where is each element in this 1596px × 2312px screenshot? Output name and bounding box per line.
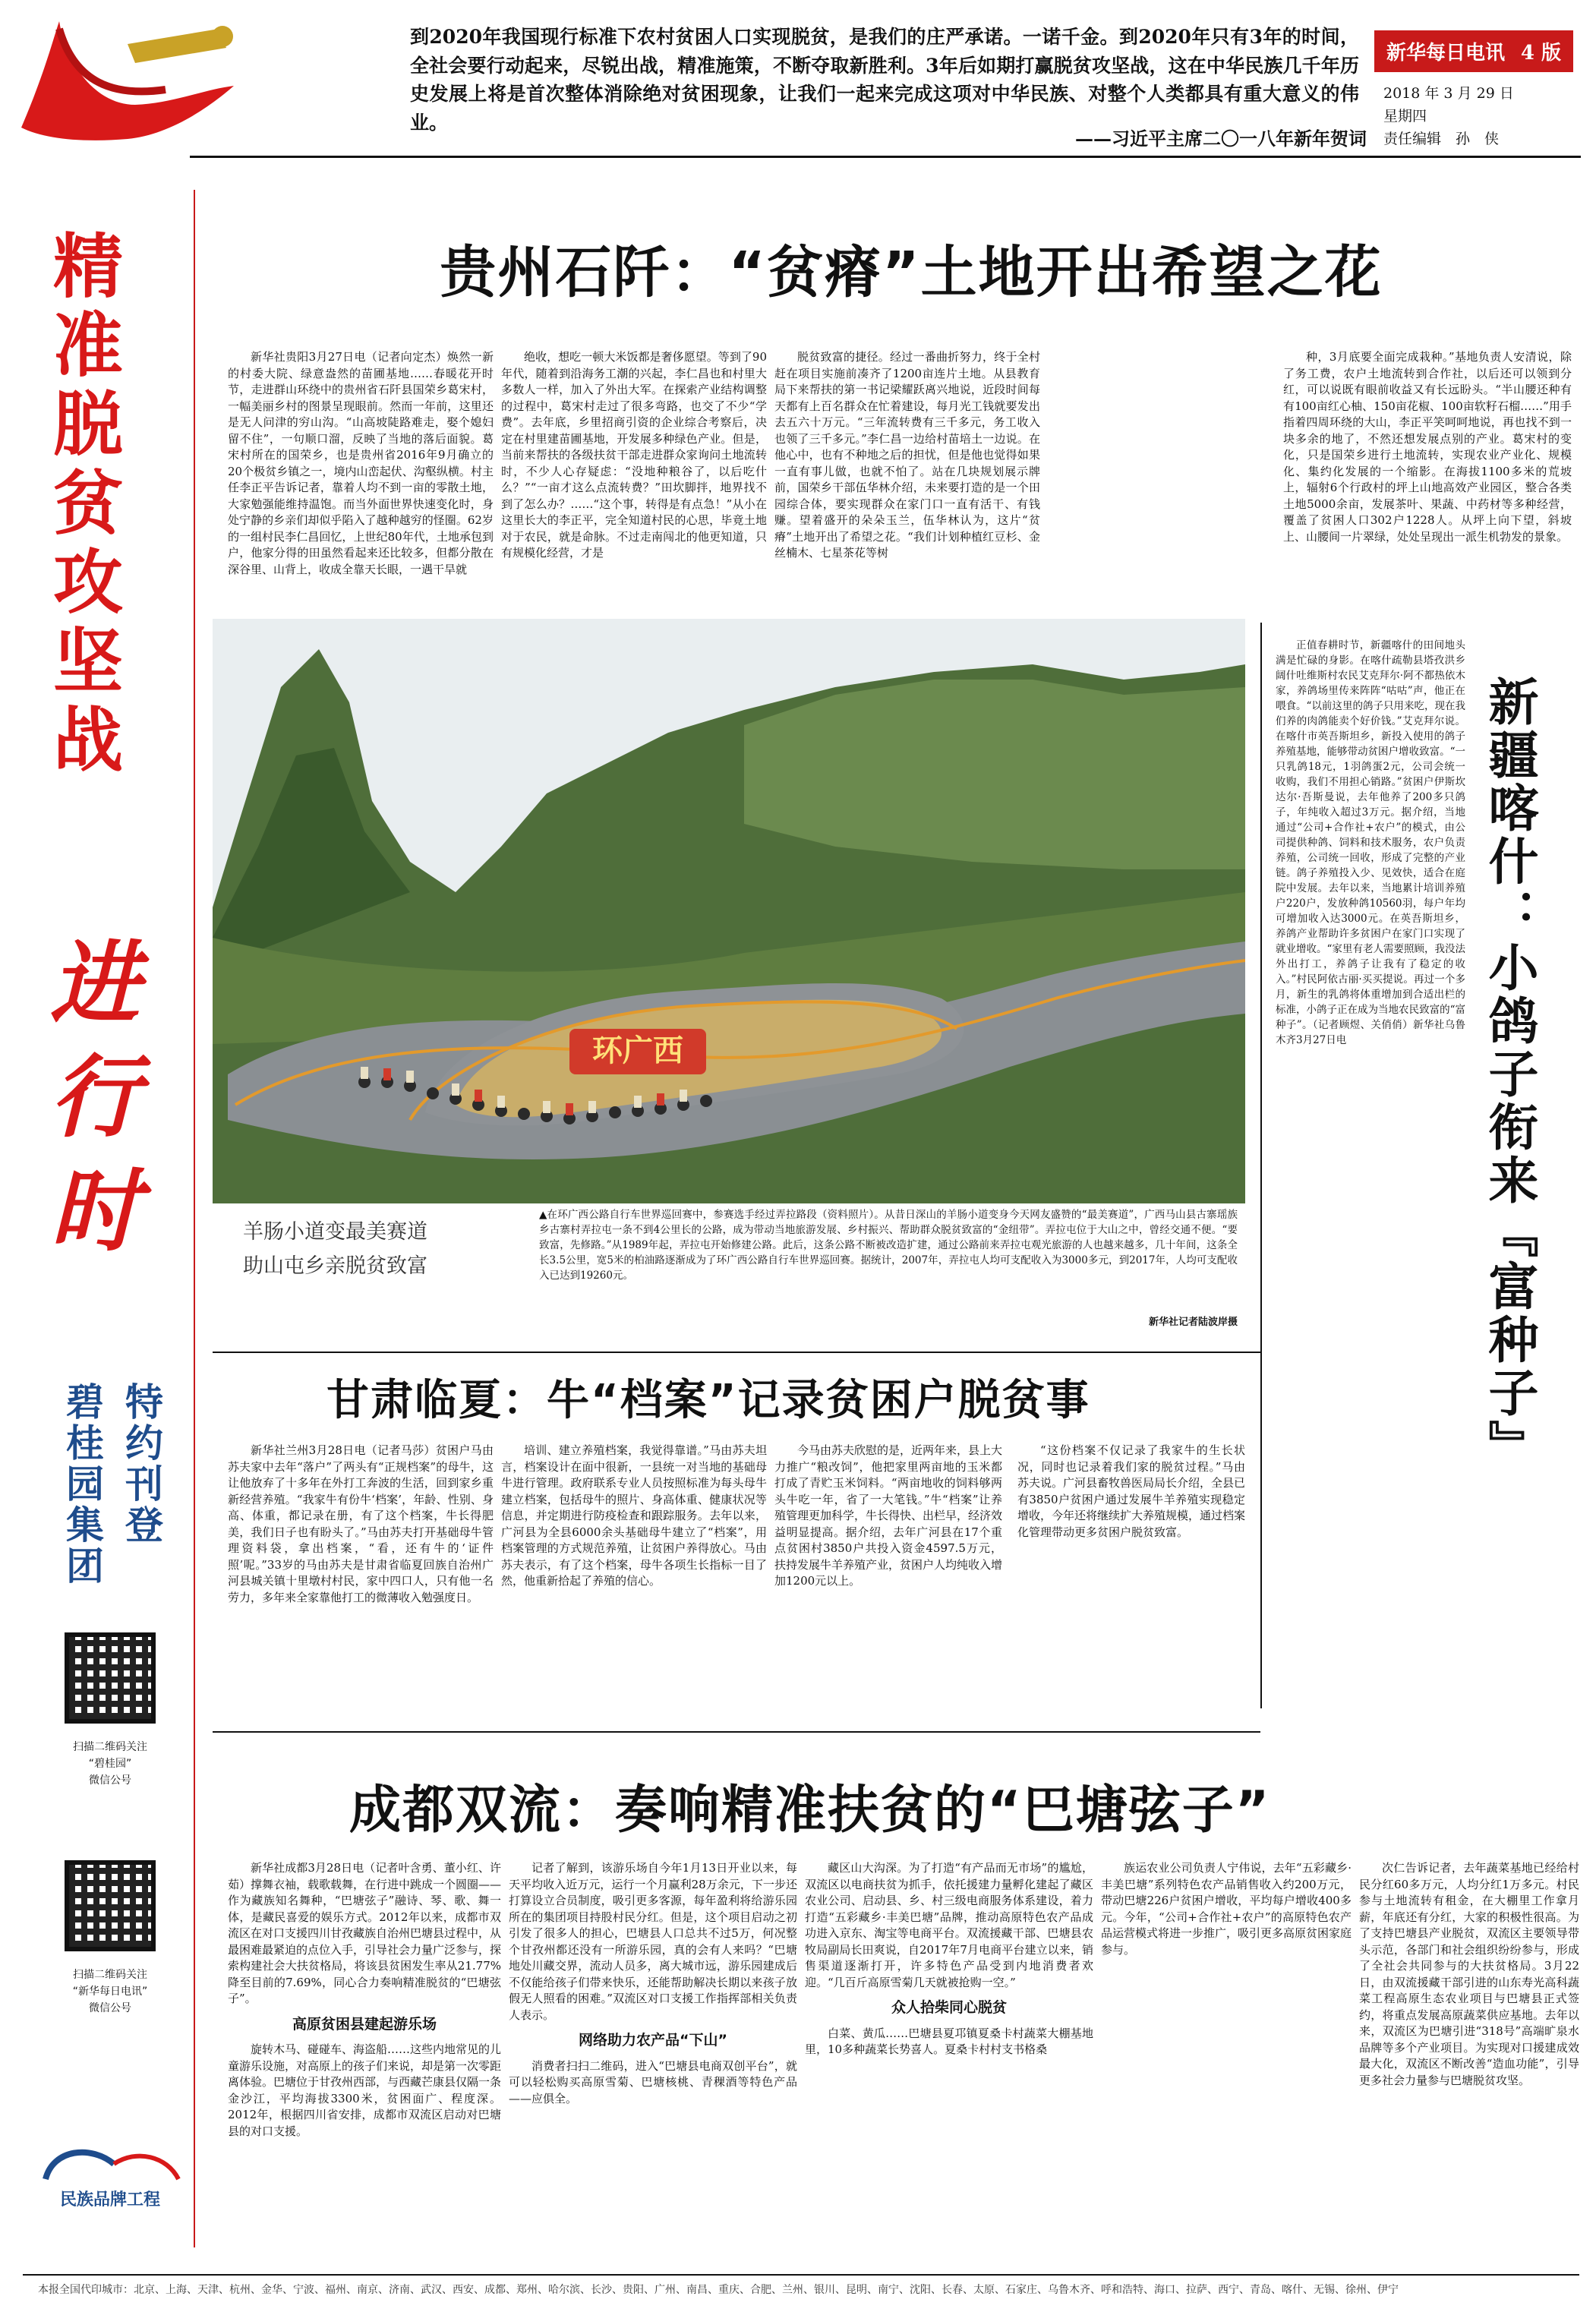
photo-credit: 新华社记者陆波岸摄 bbox=[1148, 1317, 1238, 1328]
qr-label-bgy: 扫描二维码关注 “碧桂园” 微信公号 bbox=[73, 1741, 147, 1787]
brand-logo-icon bbox=[30, 2141, 190, 2187]
campaign-title: 精准脱贫攻坚战 bbox=[53, 226, 124, 781]
story1-rule bbox=[213, 1352, 1260, 1353]
story1-column-3: 脱贫致富的捷径。经过一番曲折努力，终于全村赶在项目实施前凑齐了1200亩连片土地。从县教育局下来帮扶的第一书记梁耀跃离兴地说，近段时间每天都有上百名群众在忙着建设，每月光工钱就要发出去五六十万元。“三年流转费有三千多元，务工收入也领了三千多元。”李仁昌一边给村苗培土一边说。在他心中，也有不种地之后的担忧，但是他也觉得如果一直有事儿做，也就不怕了。站在几块规划展示牌前，国荣乡干部伍华林介绍，未来要打造的是一个田园综合体，要实现群众在家门口一直有活干、有钱赚。望着盛开的朵朵玉兰，伍华林认为，这片“贫瘠”土地开出了希望之花。“我们计划种植红豆杉、金丝楠木、七星茶花等树 bbox=[774, 350, 1040, 560]
story3-subhead-2: 网络助力农产品“下山” bbox=[579, 2032, 727, 2049]
story3-column-5: 次仁告诉记者，去年蔬菜基地已经给村民分红60多万元，人均分红1万多元。村民参与土地流转有租金，在大棚里工作拿月薪，年底还有分红，大家的积极性很高。为了支持巴塘县产业脱贫，双流区主要领导带头示范，各部门和社会组织纷纷参与，形成了全社会共同参与的大扶贫格局。3月22日，由双流援藏干部引进的山东寿光高科蔬菜工程高原生态农业项目与巴塘县正式签约，将重点发展高原蔬菜供应基地。去年以来，双流区为巴塘引进“318号”高端旷泉水品牌等多个产业项目。为实现对口援建成效最大化，双流区不断改善“造血功能”，引导更多社会力量参与巴塘脱贫攻坚。 bbox=[1359, 1861, 1579, 2087]
story3-column-3 bbox=[805, 1860, 1093, 2255]
footer-rule bbox=[23, 2274, 1579, 2276]
side-story-headline: 新疆喀什：小鸽子衔来『富种子』 bbox=[1480, 676, 1538, 1473]
race-sign-text: 环广西 bbox=[592, 1033, 683, 1068]
story1-column-4: 种，3月底要全面完成栽种。”基地负责人安清说，除了务工费，农户土地流转到合作社，以后还可以领到分红，可以说既有眼前收益又有长远盼头。“半山腰还种有有100亩红心柚、150亩花椒、100亩软籽石榴……”用手指着四周环绕的大山，李正平笑呵呵地说，再也找不到一块多余的地了，不然还想发展点别的产业。葛宋村的变化，只是国荣乡进行土地流转，实现农业产业化、规模化、集约化发展的一个缩影。在海拔1100多米的荒坡上，辐射6个行政村的坪上山地高效产业园区，整合各类土地5000余亩，发展茶叶、果蔬、中药材等多种经营，覆盖了贫困人口302户1228人。从坪上向下望，斜坡上、山腰间一片翠绿，处处呈现出一派生机勃发的景象。 bbox=[1283, 350, 1572, 544]
story3-column-4: 族运农业公司负责人宁伟说，去年“五彩藏乡·丰美巴塘”系列特色农产品销售收入约200万元，带动巴塘226户贫困户增收，平均每户增收400多元。今年，“公司+合作社+农户”的高原特色农产品运营模式将进一步推广，吸引更多高原贫困家庭参与。 bbox=[1101, 1861, 1352, 1957]
xi-quote: 到2020年我国现行标准下农村贫困人口实现脱贫，是我们的庄严承诺。一诺千金。到2020年只有3年的时间，全社会要行动起来，尽锐出战，精准施策，不断夺取新胜利。3年后如期打赢脱贫攻坚战，这在中华民族几千年历史发展上将是首次整体消除绝对贫困现象，让我们一起来完成这项对中华民族、对整个人类都具有重大意义的伟业。 bbox=[410, 26, 1359, 134]
qr-code-xinhua[interactable] bbox=[65, 1860, 156, 1951]
story3-column-2-text: 记者了解到，该游乐场自今年1月13日开业以来，每天平均收入近万元，运行一个月赢利28万余元，下一步还打算设立合员制度，吸引更多客源，每年盈利将给游乐园所在的集团项目持股村民分红。但是，这个项目启动之初引发了很多人的担心，巴塘县人口总共不过5万，何况整个甘孜州都还没有一所游乐园，真的会有人来吗？“巴塘地处川藏交界，流动人员多，离大城市远，游乐园建成后不仅能给孩子们带来快乐，还能帮助解决长期以来孩子放假无人照看的困难。”双流区对口支援工作指挥部相关负责人表示。 bbox=[509, 1861, 797, 2022]
side-story-body: 正值春耕时节，新疆喀什的田间地头满是忙碌的身影。在喀什疏勒县塔孜洪乡阔什吐维斯村农民艾克拜尔·阿不都热依木家，养鸽场里传来阵阵“咕咕”声，他正在喂食。“以前这里的鸽子只用来吃，现在我们养的肉鸽能卖个好价钱。”艾克拜尔说。在喀什市英吾斯坦乡，新投入使用的鸽子养殖基地，能够带动贫困户增收致富。“一只乳鸽18元，1羽鸽蛋2元，公司会统一收购，我们不用担心销路。”贫困户伊斯坎达尔·吾斯曼说，去年他养了200多只鸽子，年纯收入超过3万元。据介绍，当地通过“公司+合作社+农户”的模式，由公司提供种鸽、饲料和技术服务，农户负责养殖，公司统一回收，形成了完整的产业链。鸽子养殖投入少、见效快，适合在庭院中发展。去年以来，当地累计培训养殖户220户，发放种鸽10560羽，每户年均可增加收入达3000元。在英吾斯坦乡，养鸽产业帮助许多贫困户在家门口实现了就业增收。“家里有老人需要照顾，我没法外出打工，养鸽子让我有了稳定的收入。”村民阿依古丽·买买提说。再过一个多月，新生的乳鸽将体重增加到合适出栏的标准，小鸽子正在成为当地农民致富的“富种子”。（记者顾煜、关俏俏）新华社乌鲁木齐3月27日电 bbox=[1276, 639, 1465, 1046]
story3-column-3b-text: 白菜、黄瓜……巴塘县夏邛镇夏桑卡村蔬菜大棚基地里，10多种蔬菜长势喜人。夏桑卡村村支书格桑 bbox=[805, 2026, 1093, 2056]
story3-subhead-3: 众人拾柴同心脱贫 bbox=[891, 1999, 1007, 2016]
story1-column-2: 绝收，想吃一顿大米饭都是奢侈愿望。等到了90年代，随着到沿海务工潮的兴起，李仁昌也和村里大多数人一样，加入了外出大军。在探索产业结构调整的过程中，葛宋村走过了很多弯路，也交了不少“学费”。去年底，乡里招商引资的企业综合考察后，决定在村里建苗圃基地，开发展多种绿色产业。但是，当前来帮扶的各级扶贫干部走进群众家询问土地流转时，不少人心存疑虑：“没地种粮谷了，以后吃什么？”“一亩才这么点流转费？”田坎脚拌，地界找不到了怎么办？……“这个事，转得是有点急！”从小在这里长大的李正平，完全知道村民的心思，毕竟土地对于农民，就是命脉。不过走南闯北的他更知道，只有规模化经营，才是 bbox=[501, 350, 767, 560]
story3-column-1 bbox=[228, 1860, 501, 2255]
cycling-race-photo bbox=[213, 619, 1245, 1203]
photo-caption-body: ▲在环广西公路自行车世界巡回赛中，参赛选手经过弄拉路段（资料照片）。从昔日深山的羊肠小道变身今天网友盛赞的“最美赛道”，广西马山县古寨瑶族乡古寨村弄拉屯一条不到4公里长的公路，成为带动当地旅游发展、乡村振兴、帮助群众脱贫致富的“金纽带”。弄拉屯位于大山之中，曾经交通不便。“要致富，先修路。”从1989年起，弄拉屯开始修建公路。此后，这条公路不断被改造扩建，通过公路前来弄拉屯观光旅游的人也越来越多，几十年间，这条全长3.5公里，宽5米的柏油路逐渐成为了环广西公路自行车世界巡回赛。据统计，2007年，弄拉屯人均可支配收入为3000多元，到2017年，人均可支配收入已达到19260元。 bbox=[539, 1209, 1238, 1282]
story3-column-3-text: 藏区山大沟深。为了打造“有产品而无市场”的尴尬，双流区以电商扶贫为抓手，依托援建力量孵化建起了藏区农业公司、启动县、乡、村三级电商服务体系建设，着力打造“五彩藏乡·丰美巴塘”品牌，推动高原特色农产品成功进入京东、淘宝等电商平台。双流援藏干部、巴塘县农牧局副局长田爽说，自2017年7月电商平台建立以来，销售渠道逐渐打开，许多特色产品受到内地消费者欢迎。“几百斤高原雪菊几天就被抢购一空。” bbox=[805, 1861, 1093, 1989]
page-number: 4 版 bbox=[1520, 42, 1561, 65]
left-divider bbox=[194, 190, 195, 2247]
story2-headline: 甘肃临夏：牛“档案”记录贫困户脱贫事 bbox=[326, 1376, 1090, 1425]
paper-name-box bbox=[1374, 30, 1573, 72]
quote-source: ——习近平主席二〇一八年新年贺词 bbox=[1075, 128, 1367, 150]
story3-column-1-text: 新华社成都3月28日电（记者叶含勇、董小红、许茹）撑舞衣袖，载歌载舞，在行进中跳成一个圆圈——作为藏族知名舞种，“巴塘弦子”融诗、琴、歌、舞一体，是藏民喜爱的娱乐方式。2012年以来，成都市双流区在对口支援四川甘孜藏族自治州巴塘县过程中，从最困难最紧迫的点位入手，引导社会力量广泛参与，探索构建社会大扶贫格局，将该县贫困发生率从21.77%降至目前的7.69%，同心合力奏响精准脱贫的“巴塘弦子”。 bbox=[228, 1861, 501, 2005]
story2-column-1: 新华社兰州3月28日电（记者马莎）贫困户马由苏夫家中去年“落户”了两头有“正规档案”的母牛，这让他放弃了十多年在外打工奔波的生活，回到家乡重新经营养殖。“我家牛有份牛‘档案’，年龄、性别、身高、体重，都记录在册，有了这个档案，牛长得肥美，我们日子也有盼头了。”马由苏夫打开基础母牛管理资料袋，拿出档案，“看，还有牛的‘证件照’呢。”33岁的马由苏夫是甘肃省临夏回族自治州广河县城关镇十里墩村村民，家中四口人，只有他一名劳力，多年来全家靠他打工的微薄收入勉强度日。 bbox=[228, 1443, 494, 1604]
campaign-logo bbox=[14, 14, 241, 154]
print-cities: 本报全国代印城市：北京、上海、天津、杭州、金华、宁波、福州、南京、济南、武汉、西安、成都、郑州、哈尔滨、长沙、贵阳、广州、南昌、重庆、合肥、兰州、银川、昆明、南宁、沈阳、长春、太原、石家庄、乌鲁木齐、呼和浩特、海口、拉萨、西宁、青岛、喀什、无锡、徐州、伊宁 bbox=[38, 2284, 1399, 2296]
story3-headline: 成都双流：奏响精准扶贫的“巴塘弦子” bbox=[349, 1781, 1271, 1840]
sponsor-name: 碧桂园集团 bbox=[60, 1382, 104, 1587]
sponsor-label: 特约刊登 bbox=[119, 1382, 163, 1546]
story2-column-2: 培训、建立养殖档案，我觉得靠谱。”马由苏夫坦言，档案设计在面中很新，一县统一对当地的基础母牛进行管理。政府联系专业人员按照标准为每头母牛建立档案，包括母牛的照片、身高体重、健康状况等信息，并定期进行防疫检查和跟踪服务。去年以来，广河县为全县6000余头基础母牛建立了“档案”，用档案管理的方式规范养殖，让贫困户养得放心。马由苏夫表示，有了这个档案，母牛各项生长指标一目了然，他重新拾起了养殖的信心。 bbox=[501, 1443, 767, 1588]
story1-column-1: 新华社贵阳3月27日电（记者向定杰）焕然一新的村委大院、绿意盎然的苗圃基地……春暖花开时节，走进群山环绕中的贵州省石阡县国荣乡葛宋村，一幅美丽乡村的图景呈现眼前。然而一年前，这里还是无人问津的穷山沟。“山高坡陡路难走，娶个媳妇留不住”，一句顺口溜，反映了当地的落后面貌。葛宋村所在的国荣乡，也是贵州省2016年9月确立的20个极贫乡镇之一，境内山峦起伏、沟壑纵横。村主任李正平告诉记者，靠着人均不到一亩的零散土地，大家勉强能维持温饱。而当外面世界快速变化时，身处宁静的乡亲们却似乎陷入了越种越穷的怪圈。62岁的一组村民李仁昌回忆，上世纪80年代，土地承包到户，他家分得的田虽然看起来还比较多，但都分散在深谷里、山背上，收成全靠天长眼，一遇干旱就 bbox=[228, 350, 494, 576]
editor: 责任编辑 孙 侠 bbox=[1383, 131, 1500, 147]
story2-column-3: 今马由苏夫欣慰的是，近两年来，县上大力推广“粮改饲”，他把家里两亩地的玉米都打成了青贮玉米饲料。“两亩地收的饲料够两头牛吃一年，省了一大笔钱。”牛“档案”让养殖管理更加科学，牛长得快、出栏早，经济效益明显提高。据介绍，去年广河县在17个重点贫困村3850户共投入资金4597.5万元，扶持发展牛羊养殖产业，贫困户人均纯收入增加1200元以上。 bbox=[774, 1443, 1002, 1588]
issue-weekday: 星期四 bbox=[1383, 108, 1427, 125]
story3-subhead-1: 高原贫困县建起游乐场 bbox=[292, 2015, 437, 2033]
story3-column-2 bbox=[509, 1860, 797, 2255]
header-rule bbox=[190, 156, 1581, 158]
story2-column-4: “这份档案不仅记录了我家牛的生长状况，同时也记录着我们家的脱贫过程。”马由苏夫说。广河县畜牧兽医局局长介绍，全县已有3850户贫困户通过发展牛羊养殖实现稳定增收，今年还将继续扩大养殖规模，通过档案化管理带动更多贫困户脱贫致富。 bbox=[1017, 1443, 1245, 1539]
paper-name: 新华每日电讯 bbox=[1386, 42, 1506, 65]
story3-column-1b-text: 旋转木马、碰碰车、海盗船……这些内地常见的儿童游乐设施，对高原上的孩子们来说，却是第一次零距离体验。巴塘位于甘孜州西部，与西藏芒康县仅隔一条金沙江，平均海拔3300米，贫困面广、程度深。2012年，根据四川省安排，成都市双流区启动对巴塘县的对口支援。 bbox=[228, 2042, 501, 2138]
story3-column-2b-text: 消费者扫扫二维码，进入“巴塘县电商双创平台”，就可以轻松购买高原雪菊、巴塘核桃、青稞酒等特色产品——应俱全。 bbox=[509, 2058, 797, 2105]
date-box bbox=[1374, 82, 1573, 150]
story1-headline: 贵州石阡：“贫瘠”土地开出希望之花 bbox=[440, 240, 1383, 305]
ongoing-title: 进行时 bbox=[49, 930, 140, 1263]
qr-label-xinhua: 扫描二维码关注 “新华每日电讯” 微信公号 bbox=[72, 1969, 148, 2014]
issue-date: 2018 年 3 月 29 日 bbox=[1383, 85, 1514, 102]
side-divider bbox=[1260, 623, 1262, 1708]
story2-rule bbox=[213, 1731, 1260, 1733]
qr-code-bgy[interactable] bbox=[65, 1632, 156, 1724]
photo-caption-title: 羊肠小道变最美赛道 助山屯乡亲脱贫致富 bbox=[243, 1220, 427, 1278]
brand-name: 民族品牌工程 bbox=[59, 2190, 160, 2209]
